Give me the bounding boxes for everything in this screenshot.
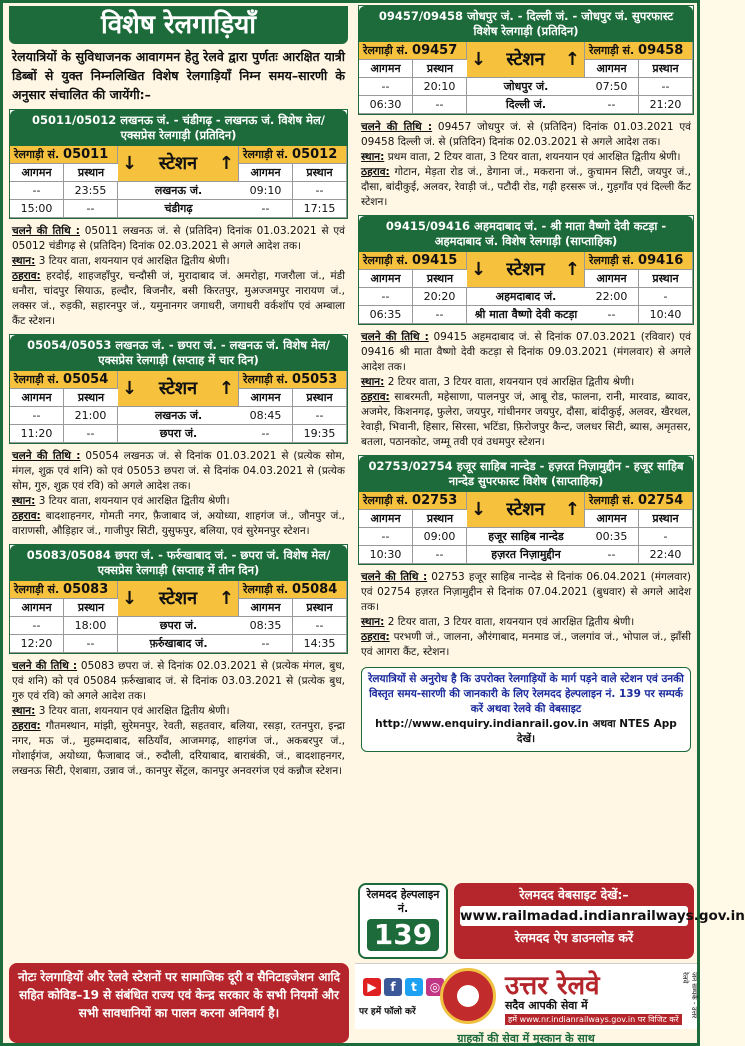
train-table bbox=[9, 109, 348, 219]
bottom-slogan: ग्राहकों की सेवा में मुस्कान के साथ bbox=[457, 1032, 595, 1045]
indian-railways-logo bbox=[440, 968, 496, 1024]
arrow-down-icon: ↓ bbox=[471, 499, 487, 520]
run-dates: चलने की तिथि : 05011 लखनऊ जं. से (प्रतिदिन) दिनांक 01.03.2021 से एवं 05012 चंडीगढ़ से (प्रतिदिन) दिनांक 02.03.2021 से अगले आदेश तक। bbox=[12, 225, 345, 252]
halts: ठहराव: गोटान, मेड़ता रोड जं., डेगाना जं., मकराना जं., कुचामन सिटी, जयपुर जं., दौसा, बांदीकुई, अलवर, रेवाड़ी जं., पटौदी रोड, गढ़ी हरसरू जं., गुड़गाँव एवं दिल्ली कैंट स्टेशन। bbox=[361, 166, 691, 208]
coach-classes: स्थान: प्रथम वाता, 2 टियर वाता, 3 टियर वाता, शयनयान एवं आरक्षित द्वितीय श्रेणी। bbox=[361, 151, 681, 163]
departure-cell: 14:35 bbox=[293, 635, 347, 653]
arrival-header: आगमन bbox=[10, 164, 64, 182]
train-schedule-grid bbox=[10, 581, 347, 653]
arrival-header: आगमन bbox=[239, 389, 293, 407]
train-number-right: रेलगाड़ी सं. 05012 bbox=[239, 146, 347, 164]
coach-classes: स्थान: 3 टियर वाता, शयनयान एवं आरक्षित द्वितीय श्रेणी। bbox=[12, 495, 230, 507]
enquiry-box bbox=[361, 667, 691, 752]
station-name: हज़रत निज़ामुद्दीन bbox=[467, 546, 585, 564]
arrival-cell: -- bbox=[239, 635, 293, 653]
covid-note: नोटः रेलगाड़ियों और रेलवे स्टेशनों पर सामाजिक दूरी व सैनिटाइजेशन आदि सहित कोविड–19 से संबंधित राज्य एवं केन्द्र सरकार के सभी नियमों और सभी सावधानियों का पालन करना अनिवार्य है। bbox=[9, 963, 349, 1043]
coach-classes: स्थान: 3 टियर वाता, शयनयान एवं आरक्षित द्वितीय श्रेणी। bbox=[12, 705, 230, 717]
departure-header: प्रस्थान bbox=[293, 164, 347, 182]
departure-header: प्रस्थान bbox=[64, 599, 118, 617]
train-number-right: रेलगाड़ी सं. 09416 bbox=[585, 252, 693, 270]
departure-cell: -- bbox=[64, 425, 118, 443]
arrow-down-icon: ↓ bbox=[471, 49, 487, 70]
departure-cell: 20:20 bbox=[413, 288, 467, 306]
train-info bbox=[6, 446, 351, 542]
arrival-cell: -- bbox=[585, 306, 639, 324]
arrival-cell: 22:00 bbox=[585, 288, 639, 306]
arrival-cell: -- bbox=[239, 425, 293, 443]
departure-cell: 09:00 bbox=[413, 528, 467, 546]
departure-cell: -- bbox=[413, 306, 467, 324]
departure-header: प्रस्थान bbox=[413, 60, 467, 78]
train-header: 05083/05084 छपरा जं. - फर्रुखाबाद जं. - छपरा जं. विशेष मेल/एक्सप्रेस रेलगाड़ी (सप्ताह में तीन दिन) bbox=[10, 545, 347, 581]
station-name: चंडीगढ़ bbox=[118, 200, 239, 218]
departure-cell: -- bbox=[293, 182, 347, 200]
departure-cell: 21:20 bbox=[639, 96, 693, 114]
arrival-header: आगमन bbox=[239, 599, 293, 617]
arrival-cell: -- bbox=[10, 617, 64, 635]
departure-header: प्रस्थान bbox=[293, 599, 347, 617]
train-header: 02753/02754 हजूर साहिब नान्देड - हज़रत निज़ामुद्दीन - हजूर साहिब नान्देड सुपरफास्ट विशेष (साप्ताहिक) bbox=[359, 456, 693, 492]
left-train-list bbox=[6, 109, 351, 782]
departure-header: प्रस्थान bbox=[64, 164, 118, 182]
departure-cell: -- bbox=[413, 96, 467, 114]
enquiry-text: रेलयात्रियों से अनुरोध है कि उपरोक्त रेलगाड़ियों के मार्ग पड़ने वाले स्टेशन एवं उनकी विस्तृत समय-सारणी की जानकारी के लिए रेलमदद हेल्पलाइन नं. 139 पर सम्पर्क करें अथवा रेलवे की वेबसाइट bbox=[368, 673, 684, 715]
youtube-icon[interactable]: ▶ bbox=[363, 978, 381, 996]
train-info bbox=[6, 221, 351, 332]
halts: ठहराव: गौतमस्थान, मांझी, सुरेमनपुर, रेवती, सहतवार, बलिया, रसड़ा, रतनपुरा, इन्द्रा नगर, मऊ जं., मुहम्मदाबाद, सठियाँव, आजमगढ़, शाहगंज जं., अकबरपुर जं., गोशाईगंज, अयोध्या, फैजाबाद जं., रुदौली, दरियाबाद, बाराबंकी, जं., बादशाहनगर, लखनऊ सिटी, ऐशबाग़, उन्नाव जं., कानपुर सेंट्रल, कानपुर अनवरगंज एवं कन्नौज स्टेशन। bbox=[12, 720, 346, 777]
page-title: विशेष रेलगाड़ियाँ bbox=[9, 6, 348, 44]
train-schedule-grid bbox=[359, 42, 693, 114]
arrow-down-icon: ↓ bbox=[471, 259, 487, 280]
coach-classes: स्थान: 2 टियर वाता, 3 टियर वाता, शयनयान एवं आरक्षित द्वितीय श्रेणी। bbox=[361, 616, 635, 628]
departure-cell: -- bbox=[413, 546, 467, 564]
train-header: 05054/05053 लखनऊ जं. - छपरा जं. - लखनऊ जं. विशेष मेल/एक्सप्रेस रेलगाड़ी (सप्ताह में चार दिन) bbox=[10, 335, 347, 371]
station-header: ↓ स्टेशन ↑ bbox=[118, 146, 239, 182]
facebook-icon[interactable]: f bbox=[384, 978, 402, 996]
halts: ठहराव: हरदोई, शाहजहाँपुर, चन्दौसी जं, मुरादाबाद जं. अमरोहा, गजरौला जं., मंडी धनौरा, चांदपुर सियाऊ, हल्दौर, बिजनौर, बसी किरतपुर, मुअज्जमपुर नारायण जं., लक्सर जं., रुड़की, सहारनपुर जं., यमुनानगर जगाधरी, जगाधरी वर्कशॉप एवं अम्बाला कैंट स्टेशन। bbox=[12, 270, 345, 327]
train-schedule-grid bbox=[10, 146, 347, 218]
train-number-right: रेलगाड़ी सं. 09458 bbox=[585, 42, 693, 60]
arrival-cell: -- bbox=[239, 200, 293, 218]
arrival-header: आगमन bbox=[585, 60, 639, 78]
station-header: ↓ स्टेशन ↑ bbox=[467, 42, 585, 78]
departure-cell: 22:40 bbox=[639, 546, 693, 564]
station-name: लखनऊ जं. bbox=[118, 182, 239, 200]
arrival-cell: 08:45 bbox=[239, 407, 293, 425]
arrival-cell: 06:35 bbox=[359, 306, 413, 324]
station-name: हजूर साहिब नान्देड bbox=[467, 528, 585, 546]
train-number-left: रेलगाड़ी सं. 09415 bbox=[359, 252, 467, 270]
departure-cell: -- bbox=[639, 78, 693, 96]
right-train-list bbox=[355, 5, 697, 663]
train-number-left: रेलगाड़ी सं. 05011 bbox=[10, 146, 118, 164]
arrival-cell: 08:35 bbox=[239, 617, 293, 635]
departure-cell: - bbox=[639, 528, 693, 546]
station-name: अहमदाबाद जं. bbox=[467, 288, 585, 306]
train-schedule-grid bbox=[359, 252, 693, 324]
halts: ठहराव: बादशाहनगर, गोमती नगर, फ़ैजाबाद जं, अयोध्या, शाहगंज जं., जौनपुर जं., वाराणसी, औड़िहार जं., गाजीपुर सिटी, युसुफपुर, बलिया, एवं सुरेमनपुर स्टेशन। bbox=[12, 510, 345, 537]
railmadad-app[interactable]: रेलमदद ऐप डाउनलोड करें bbox=[514, 930, 634, 945]
train-number-left: रेलगाड़ी सं. 02753 bbox=[359, 492, 467, 510]
train-number-right: रेलगाड़ी सं. 05053 bbox=[239, 371, 347, 389]
run-dates: चलने की तिथि : 09415 अहमदाबाद जं. से दिनांक 07.03.2021 (रविवार) एवं 09416 श्री माता वैष्णो देवी कटड़ा से दिनांक 09.03.2021 (मंगलवार) से अगले आदेश तक। bbox=[361, 331, 691, 373]
arrival-cell: -- bbox=[585, 546, 639, 564]
arrival-cell: 12:20 bbox=[10, 635, 64, 653]
arrival-cell: 06:30 bbox=[359, 96, 413, 114]
train-info bbox=[355, 327, 697, 453]
footer bbox=[355, 963, 697, 1029]
right-column bbox=[355, 3, 697, 756]
arrival-cell: -- bbox=[359, 528, 413, 546]
departure-cell: - bbox=[639, 288, 693, 306]
departure-header: प्रस्थान bbox=[639, 270, 693, 288]
station-header: ↓ स्टेशन ↑ bbox=[118, 581, 239, 617]
arrow-down-icon: ↓ bbox=[122, 588, 138, 609]
arrow-up-icon: ↑ bbox=[564, 259, 580, 280]
arrow-up-icon: ↑ bbox=[564, 499, 580, 520]
departure-header: प्रस्थान bbox=[413, 270, 467, 288]
helpline-box bbox=[358, 883, 448, 959]
train-table bbox=[9, 544, 348, 654]
train-header: 09457/09458 जोधपुर जं. - दिल्ली जं. - जोधपुर जं. सुपरफास्ट विशेष रेलगाड़ी (प्रतिदिन) bbox=[359, 6, 693, 42]
station-name: लखनऊ जं. bbox=[118, 407, 239, 425]
train-header: 09415/09416 अहमदाबाद जं. - श्री माता वैष्णो देवी कटड़ा - अहमदाबाद जं. विशेष रेलगाड़ी (साप्ताहिक) bbox=[359, 216, 693, 252]
arrival-header: आगमन bbox=[10, 389, 64, 407]
arrival-cell: 07:50 bbox=[585, 78, 639, 96]
train-info bbox=[355, 117, 697, 213]
arrival-header: आगमन bbox=[239, 164, 293, 182]
train-info bbox=[6, 656, 351, 782]
station-name: श्री माता वैष्णो देवी कटड़ा bbox=[467, 306, 585, 324]
departure-cell: -- bbox=[64, 200, 118, 218]
railmadad-title: रेलमदद वेबसाइट देखें:– bbox=[519, 887, 629, 902]
org-tagline: सदैव आपकी सेवा में bbox=[505, 999, 588, 1012]
arrow-up-icon: ↑ bbox=[218, 588, 234, 609]
departure-cell: 10:40 bbox=[639, 306, 693, 324]
train-table bbox=[358, 5, 694, 115]
train-table bbox=[358, 455, 694, 565]
arrival-cell: -- bbox=[10, 182, 64, 200]
org-name: उत्तर रेलवे bbox=[505, 971, 600, 1001]
departure-header: प्रस्थान bbox=[639, 510, 693, 528]
left-column bbox=[6, 3, 351, 782]
departure-cell: 17:15 bbox=[293, 200, 347, 218]
arrival-cell: 11:20 bbox=[10, 425, 64, 443]
halts: ठहराव: परभणी जं., जालना, औरंगाबाद, मनमाड जं., जलगांव जं., भोपाल जं., झाँसी एवं आगरा कैंट, स्टेशन। bbox=[361, 631, 692, 658]
station-name: फ़र्रुखाबाद जं. bbox=[118, 635, 239, 653]
arrow-up-icon: ↑ bbox=[564, 49, 580, 70]
arrival-cell: -- bbox=[359, 78, 413, 96]
train-number-left: रेलगाड़ी सं. 09457 bbox=[359, 42, 467, 60]
side-tag: जन सम्पर्क - उत्तर रेलवे bbox=[681, 972, 698, 1019]
arrow-up-icon: ↑ bbox=[218, 153, 234, 174]
railmadad-url[interactable]: www.railmadad.indianrailways.gov.in bbox=[460, 908, 745, 924]
helpline-number[interactable]: 139 bbox=[367, 919, 439, 951]
arrow-down-icon: ↓ bbox=[122, 153, 138, 174]
departure-cell: 21:00 bbox=[64, 407, 118, 425]
arrival-cell: -- bbox=[585, 96, 639, 114]
station-header: ↓ स्टेशन ↑ bbox=[118, 371, 239, 407]
arrival-cell: 09:10 bbox=[239, 182, 293, 200]
enquiry-url[interactable]: http://www.enquiry.indianrail.gov.in अथवा NTES App देखें। bbox=[375, 718, 677, 745]
departure-cell: -- bbox=[64, 635, 118, 653]
arrow-up-icon: ↑ bbox=[218, 378, 234, 399]
coach-classes: स्थान: 3 टियर वाता, शयनयान एवं आरक्षित द्वितीय श्रेणी। bbox=[12, 255, 230, 267]
arrival-header: आगमन bbox=[359, 270, 413, 288]
train-schedule-grid bbox=[359, 492, 693, 564]
org-website[interactable]: हमें www.nr.indianrailways.gov.in पर विजिट करें bbox=[505, 1014, 682, 1025]
arrival-cell: 15:00 bbox=[10, 200, 64, 218]
train-number-left: रेलगाड़ी सं. 05054 bbox=[10, 371, 118, 389]
arrow-down-icon: ↓ bbox=[122, 378, 138, 399]
helpline-label: रेलमदद हेल्पलाइन नं. bbox=[366, 888, 440, 915]
station-name: छपरा जं. bbox=[118, 617, 239, 635]
departure-header: प्रस्थान bbox=[64, 389, 118, 407]
train-header: 05011/05012 लखनऊ जं. - चंडीगढ़ - लखनऊ जं. विशेष मेल/एक्सप्रेस रेलगाड़ी (प्रतिदिन) bbox=[10, 110, 347, 146]
station-name: दिल्ली जं. bbox=[467, 96, 585, 114]
departure-cell: 23:55 bbox=[64, 182, 118, 200]
run-dates: चलने की तिथि : 09457 जोधपुर जं. से (प्रतिदिन) दिनांक 01.03.2021 एवं 09458 दिल्ली जं. से (प्रतिदिन) दिनांक 02.03.2021 से अगले आदेश तक। bbox=[361, 121, 691, 148]
arrival-header: आगमन bbox=[359, 510, 413, 528]
train-table bbox=[358, 215, 694, 325]
departure-cell: -- bbox=[293, 407, 347, 425]
arrival-header: आगमन bbox=[585, 510, 639, 528]
departure-header: प्रस्थान bbox=[639, 60, 693, 78]
arrival-header: आगमन bbox=[359, 60, 413, 78]
run-dates: चलने की तिथि : 05054 लखनऊ जं. से दिनांक 01.03.2021 से (प्रत्येक सोम, मंगल, शुक्र एवं शनि) को एवं 05053 छपरा जं. से दिनांक 04.03.2021 से (प्रत्येक सोम, गुरु, शुक्र एवं रवि) को अगले आदेश तक। bbox=[12, 450, 346, 492]
train-table bbox=[9, 334, 348, 444]
station-header: ↓ स्टेशन ↑ bbox=[467, 492, 585, 528]
departure-header: प्रस्थान bbox=[293, 389, 347, 407]
departure-cell: 18:00 bbox=[64, 617, 118, 635]
station-header: ↓ स्टेशन ↑ bbox=[467, 252, 585, 288]
station-name: जोधपुर जं. bbox=[467, 78, 585, 96]
arrival-cell: 10:30 bbox=[359, 546, 413, 564]
halts: ठहराव: साबरमती, महेसाणा, पालनपुर जं, आबू रोड, फालना, रानी, मारवाड, ब्यावर, अजमेर, किशनगढ़, फुलेरा, जयपुर, गांधीनगर जयपुर, दौसा, बांदीकुई, अलवर, खैरथल, रेवाड़ी, भिवानी, हिसार, सिरसा, भटिंडा, फ़िरोजपुर कैन्ट, जलधर सिटी, ब्यास, अमृतसर, बतला, पठानकोट, जम्मू तवी एवं उधमपुर स्टेशन। bbox=[361, 391, 691, 448]
arrival-cell: 00:35 bbox=[585, 528, 639, 546]
train-number-right: रेलगाड़ी सं. 05084 bbox=[239, 581, 347, 599]
arrival-header: आगमन bbox=[10, 599, 64, 617]
arrival-cell: -- bbox=[10, 407, 64, 425]
arrival-cell: -- bbox=[359, 288, 413, 306]
train-number-left: रेलगाड़ी सं. 05083 bbox=[10, 581, 118, 599]
train-schedule-grid bbox=[10, 371, 347, 443]
coach-classes: स्थान: 2 टियर वाता, 3 टियर वाता, शयनयान एवं आरक्षित द्वितीय श्रेणी। bbox=[361, 376, 635, 388]
train-info bbox=[355, 567, 697, 663]
social-icons bbox=[363, 978, 444, 996]
run-dates: चलने की तिथि : 02753 हजूर साहिब नान्देड से दिनांक 06.04.2021 (मंगलवार) एवं 02754 हज़रत निज़ामुद्दीन से दिनांक 07.04.2021 (बुधवार) से अगले आदेश तक। bbox=[361, 571, 691, 613]
departure-cell: 20:10 bbox=[413, 78, 467, 96]
twitter-icon[interactable]: t bbox=[405, 978, 423, 996]
departure-header: प्रस्थान bbox=[413, 510, 467, 528]
intro-text: रेलयात्रियों के सुविधाजनक आवागमन हेतु रेलवे द्वारा पुर्णतः आरक्षित यात्री डिब्बों से युक्त निम्नलिखित विशेष रेलगाड़ियाँ निम्न समय–सारणी के अनुसार संचालित की जायेंगी:– bbox=[12, 49, 345, 102]
arrival-header: आगमन bbox=[585, 270, 639, 288]
station-name: छपरा जं. bbox=[118, 425, 239, 443]
follow-text: पर हमें फॉलो करें bbox=[359, 1007, 416, 1017]
train-number-right: रेलगाड़ी सं. 02754 bbox=[585, 492, 693, 510]
railmadad-box bbox=[454, 883, 745, 959]
departure-cell: 19:35 bbox=[293, 425, 347, 443]
instagram-icon[interactable]: ◎ bbox=[426, 978, 444, 996]
departure-cell: -- bbox=[293, 617, 347, 635]
run-dates: चलने की तिथि : 05083 छपरा जं. से दिनांक 02.03.2021 से (प्रत्येक मंगल, बुध, एवं शनि) को एवं 05084 फ़र्रुखाबाद जं. से दिनांक 03.03.2021 से (प्रत्येक बुध, गुरु एवं रवि) को अगले आदेश तक। bbox=[12, 660, 345, 702]
